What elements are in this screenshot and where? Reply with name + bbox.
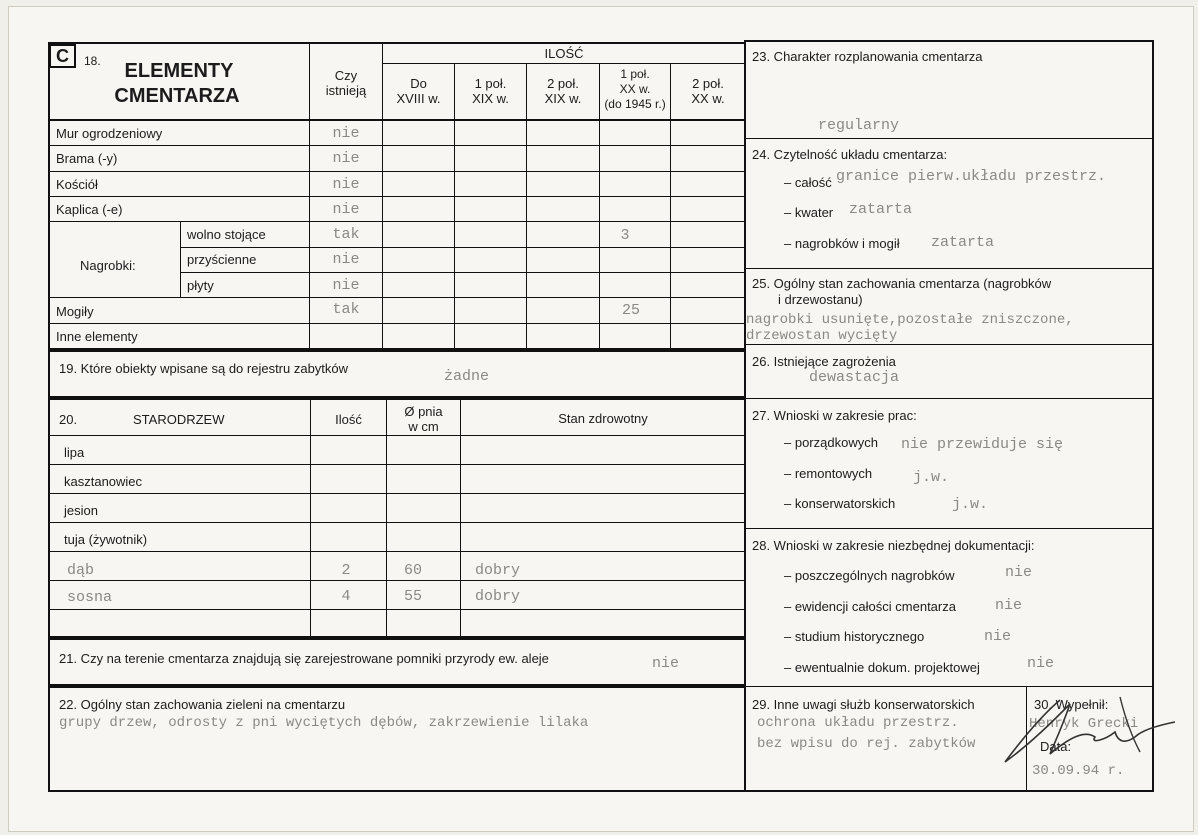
works-value: j.w.	[952, 496, 989, 513]
row-label: Inne elementy	[56, 329, 138, 344]
row-label: Mur ogrodzeniowy	[56, 126, 163, 141]
col-ilosc: ILOŚĆ	[544, 46, 584, 61]
section-29-value: ochrona układu przestrz.	[757, 715, 959, 731]
section-19-value: żadne	[444, 368, 490, 385]
exists-value: tak	[332, 226, 360, 243]
row-label: wolno stojące	[187, 227, 266, 242]
section-25-label-cont: i drzewostanu)	[778, 292, 863, 307]
section-29-label: 29. Inne uwagi służb konserwatorskich	[752, 697, 975, 712]
documentation-label: – studium historycznego	[784, 629, 925, 644]
section-20-number: 20.	[59, 412, 78, 427]
section-24-label: 24. Czytelność układu cmentarza:	[752, 147, 948, 162]
section-21-value: nie	[652, 655, 680, 672]
documentation-value: nie	[984, 628, 1012, 645]
tree-name: lipa	[64, 445, 85, 460]
section-title-line1: ELEMENTY	[124, 60, 234, 82]
documentation-value: nie	[995, 597, 1023, 614]
filled-by-name: Henryk Grecki	[1029, 716, 1139, 732]
works-label: – porządkowych	[784, 435, 878, 450]
row-label: Kościół	[56, 177, 98, 192]
date-label: Data:	[1040, 739, 1072, 754]
exists-value: nie	[332, 176, 360, 193]
exists-value: nie	[332, 201, 360, 218]
tree-name: sosna	[67, 589, 113, 606]
section-23-value: regularny	[818, 117, 900, 134]
exists-value: nie	[332, 125, 360, 142]
date-value: 30.09.94 r.	[1032, 763, 1125, 779]
section-20-title: STARODRZEW	[133, 412, 225, 427]
exists-value: nie	[332, 150, 360, 167]
col-period-5: 2 poł. XX w.	[691, 76, 725, 106]
section-19-label: 19. Które obiekty wpisane są do rejestru zabytków	[59, 361, 349, 376]
section-22-value: grupy drzew, odrosty z pni wyciętych dębów, zakrzewienie lilaka	[59, 715, 589, 731]
tree-qty: 2	[341, 562, 351, 579]
readability-value: zatarta	[849, 201, 913, 218]
signature	[1000, 682, 1180, 774]
tree-name: dąb	[67, 562, 95, 579]
readability-value: granice pierw.układu przestrz.	[836, 168, 1107, 185]
section-title-line2: CMENTARZA	[114, 85, 240, 107]
works-value: j.w.	[913, 469, 950, 486]
section-23-label: 23. Charakter rozplanowania cmentarza	[752, 49, 983, 64]
quantity-value: 3	[620, 227, 630, 244]
tree-diam: 55	[403, 588, 422, 605]
col-period-2: 1 poł. XIX w.	[472, 76, 509, 106]
col-qty: Ilość	[335, 412, 362, 427]
documentation-value: nie	[1005, 564, 1033, 581]
tree-health: dobry	[475, 588, 521, 605]
documentation-label: – poszczególnych nagrobków	[784, 568, 955, 583]
documentation-value: nie	[1027, 655, 1055, 672]
section-27-label: 27. Wnioski w zakresie prac:	[752, 408, 917, 423]
documentation-label: – ewentualnie dokum. projektowej	[784, 660, 980, 675]
readability-label: – całość	[784, 175, 832, 190]
tree-health: dobry	[475, 562, 521, 579]
col-diam: Ø pnia w cm	[404, 404, 443, 434]
section-badge: C	[49, 44, 76, 68]
exists-value: tak	[332, 301, 360, 318]
row-label: Brama (-y)	[56, 151, 118, 166]
exists-value: nie	[332, 277, 360, 294]
readability-label: – nagrobków i mogił	[784, 236, 900, 251]
nagrobki-label: Nagrobki:	[80, 258, 136, 273]
row-label: Mogiły	[56, 304, 94, 319]
section-22-label: 22. Ogólny stan zachowania zieleni na cmentarzu	[59, 697, 346, 712]
col-period-3: 2 poł. XIX w.	[544, 76, 582, 106]
section-25-value: nagrobki usunięte,pozostałe zniszczone,	[746, 312, 1074, 328]
tree-name: tuja (żywotnik)	[64, 532, 148, 547]
section-25-label: 25. Ogólny stan zachowania cmentarza (nagrobków	[752, 276, 1052, 291]
tree-name: kasztanowiec	[64, 474, 143, 489]
readability-label: – kwater	[784, 205, 834, 220]
section-29-value-cont: bez wpisu do rej. zabytków	[757, 736, 976, 752]
exists-value: nie	[332, 251, 360, 268]
section-30-label: 30. Wypełnił:	[1034, 697, 1109, 712]
col-exists: Czy istnieją	[325, 68, 367, 98]
works-value: nie przewiduje się	[901, 436, 1064, 453]
section-26-value: dewastacja	[809, 369, 900, 386]
section-21-label: 21. Czy na terenie cmentarza znajdują się zarejestrowane pomniki przyrody ew. aleje	[59, 651, 549, 666]
readability-value: zatarta	[931, 234, 995, 251]
works-label: – konserwatorskich	[784, 496, 896, 511]
tree-qty: 4	[341, 588, 351, 605]
row-label: płyty	[187, 278, 214, 293]
col-health: Stan zdrowotny	[558, 411, 648, 426]
section-number: 18.	[84, 54, 101, 68]
section-28-label: 28. Wnioski w zakresie niezbędnej dokumentacji:	[752, 538, 1035, 553]
documentation-label: – ewidencji całości cmentarza	[784, 599, 956, 614]
section-26-label: 26. Istniejące zagrożenia	[752, 354, 896, 369]
tree-diam: 60	[403, 562, 422, 579]
works-label: – remontowych	[784, 466, 873, 481]
section-25-value-cont: drzewostan wycięty	[746, 328, 898, 344]
col-period-1: Do XVIII w.	[396, 76, 441, 106]
row-label: przyścienne	[187, 252, 257, 267]
quantity-value: 25	[621, 302, 640, 319]
tree-name: jesion	[64, 503, 98, 518]
row-label: Kaplica (-e)	[56, 202, 123, 217]
col-period-4: 1 poł. XX w. (do 1945 r.)	[604, 67, 666, 111]
